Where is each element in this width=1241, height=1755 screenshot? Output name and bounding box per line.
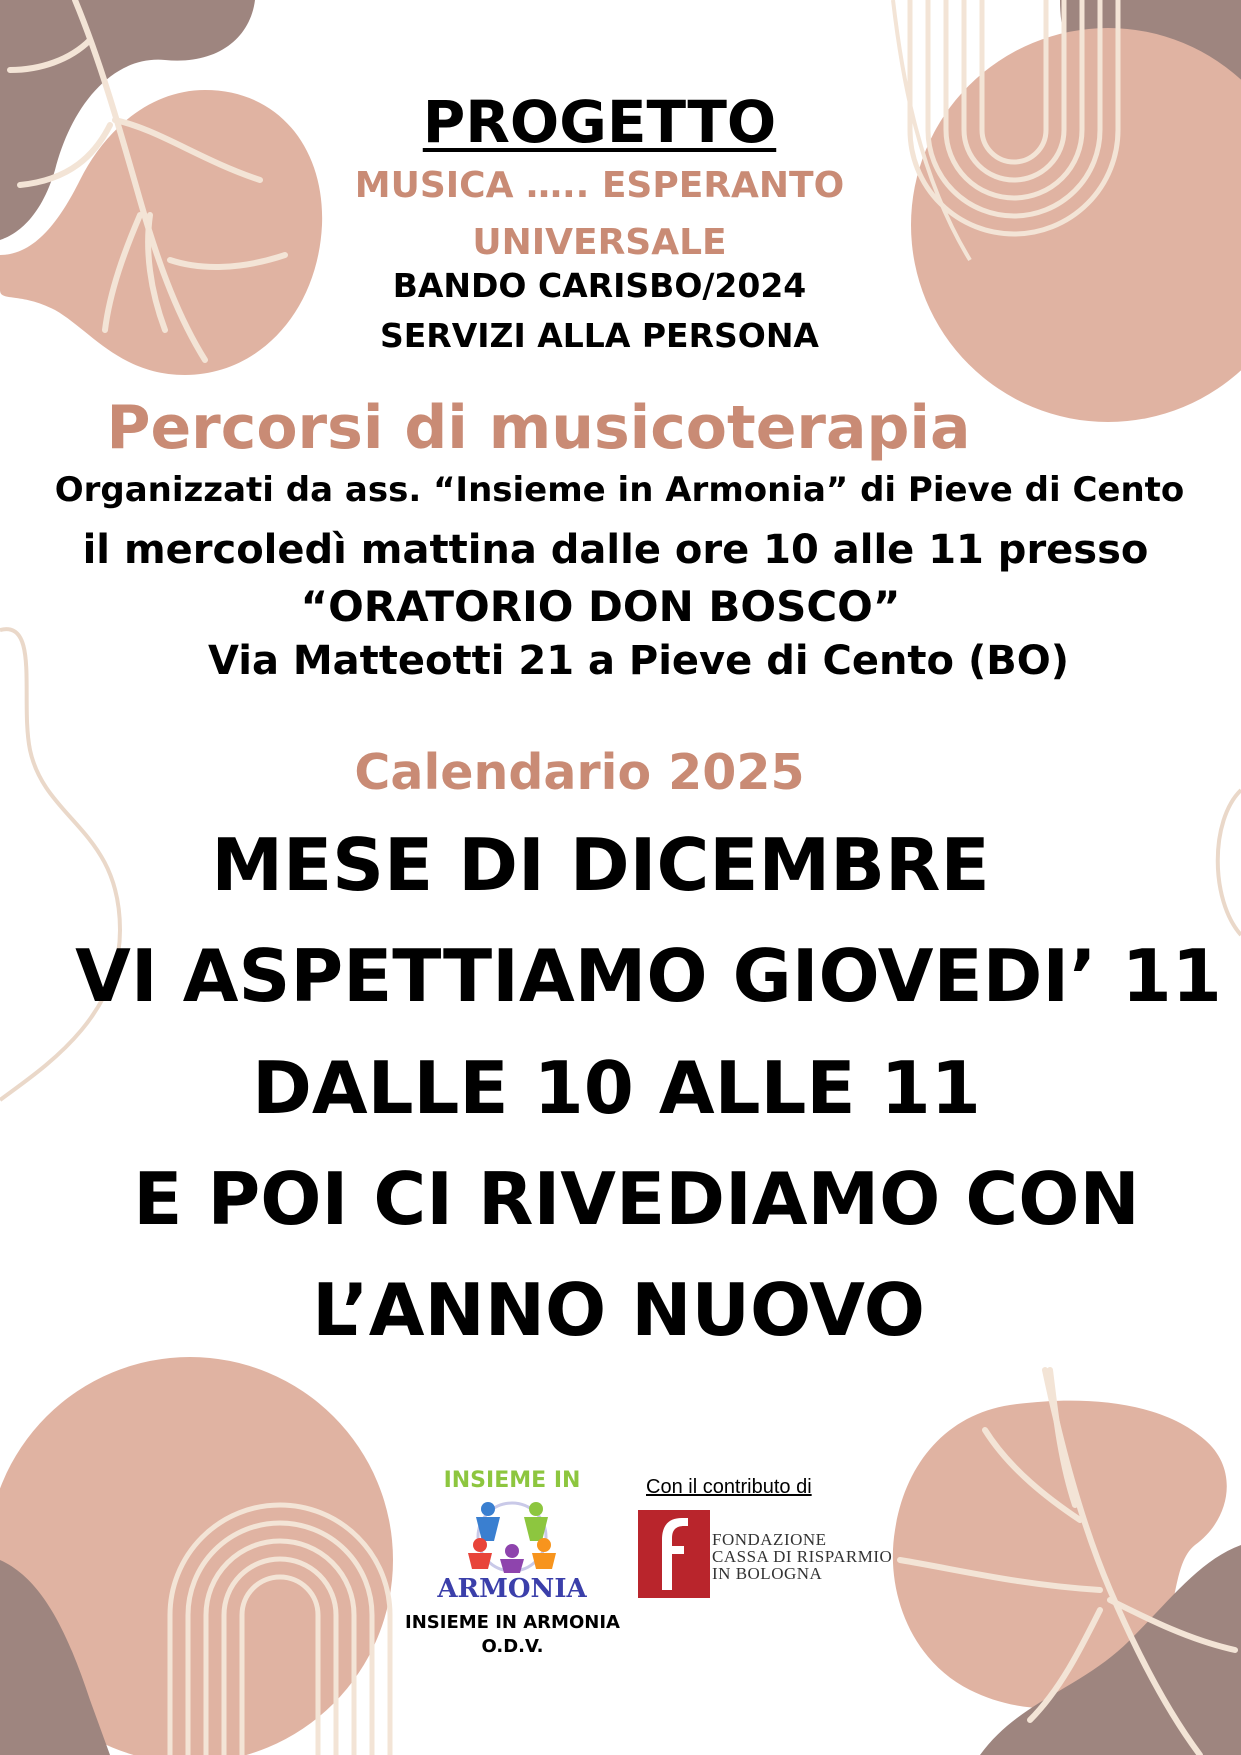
sponsor-name-line3: IN BOLOGNA [712,1564,823,1583]
calendar-line: VI ASPETTIAMO GIOVEDI’ 11 [75,934,1222,1018]
calendar-line: L’ANNO NUOVO [312,1268,925,1352]
logo-caption-odv: O.D.V. [481,1636,544,1657]
logo-text-bottom: ARMONIA [437,1574,587,1603]
logo-caption: INSIEME IN ARMONIA [405,1612,620,1633]
calendar-line: E POI CI RIVEDIAMO CON [133,1157,1140,1241]
schedule-line: il mercoledì mattina dalle ore 10 alle 11 presso [82,527,1149,573]
servizi-label: SERVIZI ALLA PERSONA [380,316,819,355]
venue-line: “ORATORIO DON BOSCO” [300,582,901,631]
project-subtitle-line2: UNIVERSALE [472,222,727,263]
fondazione-logo-icon [638,1510,710,1598]
swirl-line-right [1218,790,1241,935]
calendar-line: DALLE 10 ALLE 11 [252,1046,981,1130]
logo-figures [468,1502,556,1573]
sponsor-name-line2: CASSA DI RISPARMIO [712,1547,893,1566]
organizer-line: Organizzati da ass. “Insieme in Armonia” di Pieve di Cento [54,470,1185,510]
contribution-label: Con il contributo di [646,1476,812,1498]
calendar-line: MESE DI DICEMBRE [211,823,990,907]
sponsor-name-line1: FONDAZIONE [712,1530,827,1549]
calendar-heading: Calendario 2025 [354,744,805,801]
logo-text-top: INSIEME IN [443,1468,581,1493]
address-line: Via Matteotti 21 a Pieve di Cento (BO) [207,638,1069,684]
project-subtitle-line1: MUSICA ….. ESPERANTO [354,165,845,206]
section-heading-percorsi: Percorsi di musicoterapia [106,393,971,463]
project-title: PROGETTO [422,88,777,156]
insieme-in-armonia-logo [430,1455,595,1603]
bando-label: BANDO CARISBO/2024 [392,266,807,305]
